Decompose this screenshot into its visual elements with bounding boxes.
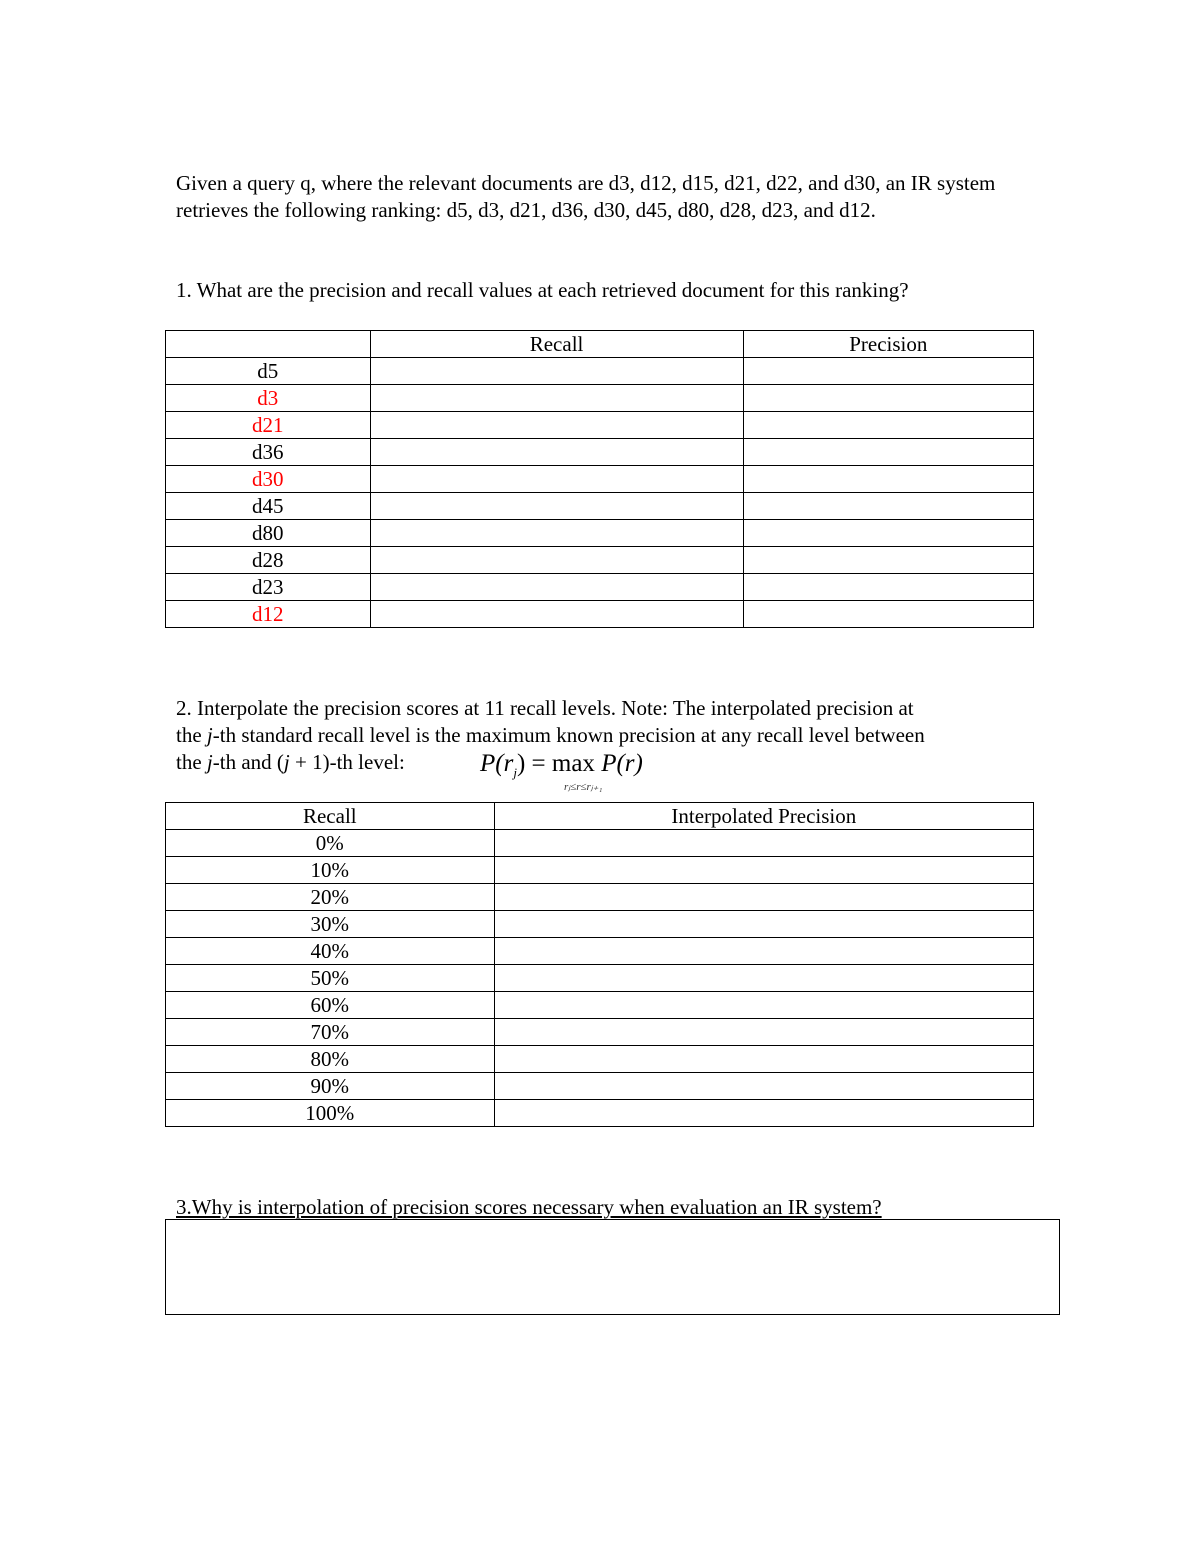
recall-answer-cell[interactable] [370, 520, 743, 547]
interpolated-precision-table [165, 802, 1034, 1127]
recall-level-cell: 70% [166, 1019, 495, 1046]
answer-box[interactable] [165, 1219, 1060, 1315]
table-row [166, 1073, 1034, 1100]
precision-answer-cell[interactable] [743, 439, 1033, 466]
precision-recall-table [165, 330, 1034, 628]
recall-answer-cell[interactable] [370, 358, 743, 385]
q2-line2-a: the [176, 723, 207, 747]
table-row [166, 911, 1034, 938]
table-header-row [166, 803, 1034, 830]
table-row [166, 466, 1034, 493]
table-row [166, 412, 1034, 439]
document-id-cell: d23 [166, 574, 371, 601]
document-id-cell: d30 [166, 466, 371, 493]
document-id-cell: d12 [166, 601, 371, 628]
table-row [166, 358, 1034, 385]
formula-lhs-close: ) = [516, 750, 552, 777]
table-row [166, 1019, 1034, 1046]
recall-level-cell: 0% [166, 830, 495, 857]
table-row [166, 493, 1034, 520]
precision-answer-cell[interactable] [743, 547, 1033, 574]
formula-rhs: P(r) [594, 750, 643, 777]
interpolated-precision-answer-cell[interactable] [494, 1100, 1033, 1127]
q2-line3-j2: j [283, 750, 290, 774]
precision-answer-cell[interactable] [743, 574, 1033, 601]
precision-answer-cell[interactable] [743, 385, 1033, 412]
recall-answer-cell[interactable] [370, 601, 743, 628]
q2-line2-j: j [206, 723, 213, 747]
table-row [166, 439, 1034, 466]
q2-line3-b: -th and ( [212, 750, 284, 774]
interpolation-formula [480, 750, 643, 793]
precision-answer-cell[interactable] [743, 412, 1033, 439]
table-row [166, 1046, 1034, 1073]
q2-line2-b: -th standard recall level is the maximum known precision at any recall level between [212, 723, 925, 747]
recall-answer-cell[interactable] [370, 574, 743, 601]
interpolated-precision-answer-cell[interactable] [494, 1046, 1033, 1073]
question-1-text: 1. What are the precision and recall values at each retrieved document for this ranking? [176, 278, 909, 302]
interpolated-precision-answer-cell[interactable] [494, 992, 1033, 1019]
recall-level-cell: 60% [166, 992, 495, 1019]
intro-paragraph: Given a query q, where the relevant documents are d3, d12, d15, d21, d22, and d30, an IR system retrieves the following ranking: d5, d3, d21, d36, d30, d45, d80, d28, d23, and d12. [176, 171, 996, 222]
q2-line1: 2. Interpolate the precision scores at 11 recall levels. Note: The interpolated precision at [176, 696, 914, 720]
formula-limits: rⱼ≤r≤rⱼ₊₁ [564, 781, 603, 793]
recall-level-cell: 20% [166, 884, 495, 911]
table-row [166, 884, 1034, 911]
table-row [166, 520, 1034, 547]
document-id-cell: d3 [166, 385, 371, 412]
q2-line3-j: j [206, 750, 213, 774]
interpolated-precision-answer-cell[interactable] [494, 830, 1033, 857]
precision-answer-cell[interactable] [743, 466, 1033, 493]
question-3-label: 3.Why is interpolation of precision scores necessary when evaluation an IR system? [176, 1195, 882, 1219]
recall-level-cell: 50% [166, 965, 495, 992]
precision-answer-cell[interactable] [743, 493, 1033, 520]
recall-level-cell: 30% [166, 911, 495, 938]
formula-lhs-sub: j [513, 765, 517, 780]
table-row [166, 938, 1034, 965]
recall-answer-cell[interactable] [370, 385, 743, 412]
recall-level-cell: 10% [166, 857, 495, 884]
table-row [166, 574, 1034, 601]
interpolated-precision-answer-cell[interactable] [494, 857, 1033, 884]
table-row [166, 547, 1034, 574]
header-recall-level: Recall [166, 803, 495, 830]
recall-answer-cell[interactable] [370, 493, 743, 520]
document-id-cell: d36 [166, 439, 371, 466]
recall-answer-cell[interactable] [370, 412, 743, 439]
recall-answer-cell[interactable] [370, 547, 743, 574]
recall-level-cell: 90% [166, 1073, 495, 1100]
table-header-row [166, 331, 1034, 358]
recall-answer-cell[interactable] [370, 466, 743, 493]
document-id-cell: d28 [166, 547, 371, 574]
interpolated-precision-answer-cell[interactable] [494, 965, 1033, 992]
table-row [166, 601, 1034, 628]
header-precision: Precision [743, 331, 1033, 358]
table-row [166, 965, 1034, 992]
document-id-cell: d5 [166, 358, 371, 385]
header-interpolated-precision: Interpolated Precision [494, 803, 1033, 830]
interpolated-precision-answer-cell[interactable] [494, 938, 1033, 965]
recall-level-cell: 100% [166, 1100, 495, 1127]
table-row [166, 385, 1034, 412]
q2-line3-a: the [176, 750, 207, 774]
interpolated-precision-answer-cell[interactable] [494, 884, 1033, 911]
recall-level-cell: 40% [166, 938, 495, 965]
recall-level-cell: 80% [166, 1046, 495, 1073]
interpolated-precision-answer-cell[interactable] [494, 1073, 1033, 1100]
header-empty-cell [166, 331, 371, 358]
table-row [166, 1100, 1034, 1127]
table-row [166, 992, 1034, 1019]
question-3-text [176, 1194, 1036, 1221]
q2-line3-c: + 1)-th level: [289, 750, 405, 774]
precision-answer-cell[interactable] [743, 601, 1033, 628]
recall-answer-cell[interactable] [370, 439, 743, 466]
document-id-cell: d21 [166, 412, 371, 439]
document-id-cell: d80 [166, 520, 371, 547]
interpolated-precision-answer-cell[interactable] [494, 911, 1033, 938]
document-id-cell: d45 [166, 493, 371, 520]
formula-lhs: P(r [480, 750, 514, 777]
header-recall: Recall [370, 331, 743, 358]
precision-answer-cell[interactable] [743, 520, 1033, 547]
precision-answer-cell[interactable] [743, 358, 1033, 385]
table-row [166, 830, 1034, 857]
interpolated-precision-answer-cell[interactable] [494, 1019, 1033, 1046]
formula-max: max [551, 750, 595, 777]
table-row [166, 857, 1034, 884]
